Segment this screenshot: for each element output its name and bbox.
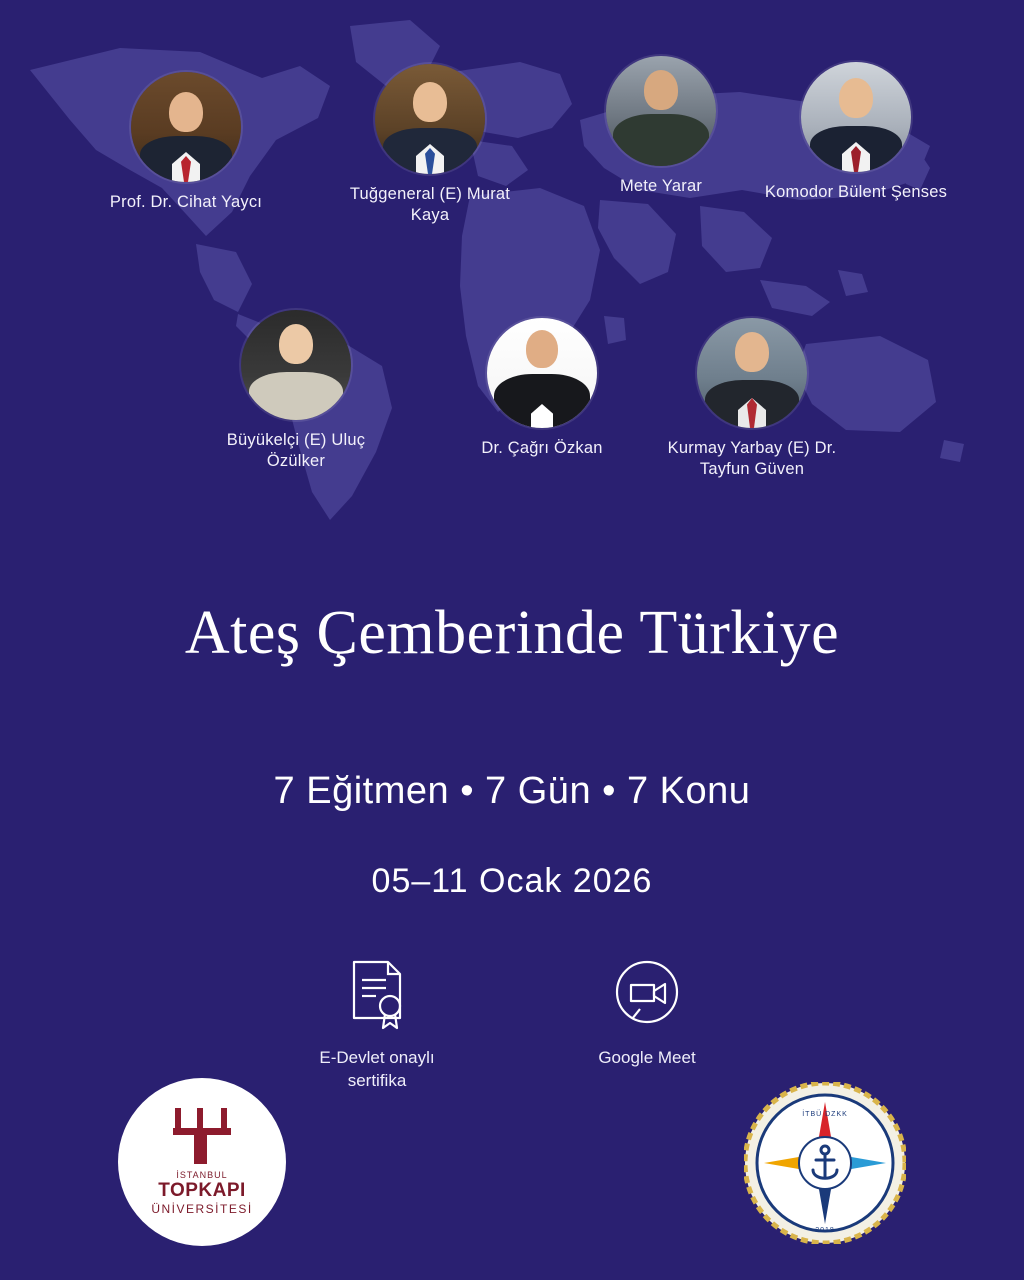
speaker-name-6: Dr. Çağrı Özkan [481, 439, 603, 457]
speaker-card-5 [196, 310, 396, 471]
speaker-name-5: Büyükelçi (E) Uluç Özülker [226, 431, 366, 470]
speakers-grid [0, 0, 1024, 540]
feature-certificate [297, 955, 457, 1093]
denizcilik-armasi-logo [744, 1082, 906, 1244]
badge-top-text: İTBÜ DZKK [802, 1111, 848, 1118]
speaker-card-7 [652, 318, 852, 479]
speaker-name-2: Tuğgeneral (E) Murat Kaya [349, 185, 511, 224]
speaker-name-7: Kurmay Yarbay (E) Dr. Tayfun Güven [667, 439, 837, 478]
speaker-name-4: Komodor Bülent Şenses [764, 183, 948, 201]
speaker-avatar-2 [375, 64, 485, 174]
feature-certificate-label: E-Devlet onaylı sertifika [319, 1048, 435, 1090]
logo-line-2: TOPKAPI [158, 1180, 246, 1201]
poster-subtitle: 7 Eğitmen • 7 Gün • 7 Konu [273, 770, 751, 812]
speaker-card-2 [330, 64, 530, 225]
topkapi-emblem-icon [171, 1108, 233, 1164]
logo-line-3: ÜNİVERSİTESİ [151, 1202, 253, 1216]
speaker-name-1: Prof. Dr. Cihat Yaycı [109, 193, 263, 211]
speaker-avatar-3 [606, 56, 716, 166]
speaker-card-1 [86, 72, 286, 213]
speaker-name-3: Mete Yarar [619, 177, 703, 195]
poster-title: Ateş Çemberinde Türkiye [184, 599, 840, 667]
speaker-card-3 [561, 56, 761, 197]
speaker-avatar-5 [241, 310, 351, 420]
speaker-card-4 [756, 62, 956, 203]
speaker-card-6 [442, 318, 642, 459]
speaker-avatar-7 [697, 318, 807, 428]
feature-google-meet [567, 955, 727, 1093]
video-camera-icon [567, 955, 727, 1033]
istanbul-topkapi-universitesi-logo [118, 1078, 286, 1246]
speaker-avatar-1 [131, 72, 241, 182]
logo-line-1: İSTANBUL [176, 1170, 228, 1180]
feature-google-meet-label: Google Meet [598, 1048, 696, 1067]
features-row [0, 955, 1024, 1093]
speaker-avatar-6 [487, 318, 597, 428]
badge-year-text: 2018 [815, 1227, 835, 1234]
speaker-avatar-4 [801, 62, 911, 172]
certificate-icon [297, 955, 457, 1033]
poster-dates: 05–11 Ocak 2026 [371, 862, 653, 900]
